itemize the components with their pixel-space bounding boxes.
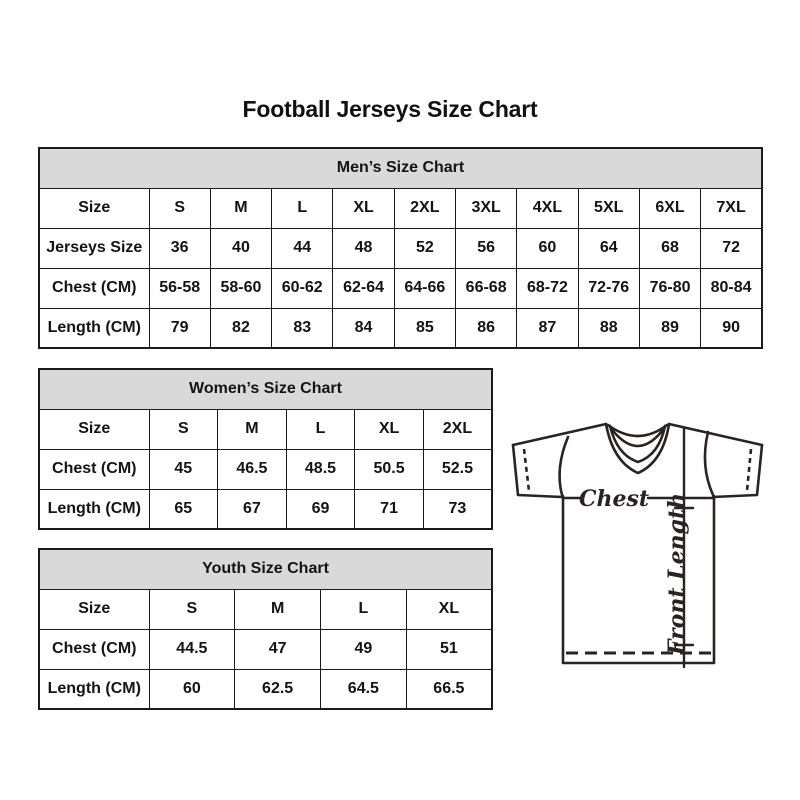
table-row [39,589,492,629]
cell: 64 [578,228,639,268]
cell: 40 [210,228,271,268]
cell: 48 [333,228,394,268]
row-label: Length (CM) [39,669,149,709]
cell: 4XL [517,188,578,228]
cell: 72 [701,228,762,268]
cell: 62.5 [235,669,321,709]
cell: 67 [218,489,287,529]
cell: 52 [394,228,455,268]
table-header-row [39,369,492,409]
cell: 83 [272,308,333,348]
row-label: Chest (CM) [39,629,149,669]
table-row [39,629,492,669]
cell: 36 [149,228,210,268]
row-label: Chest (CM) [39,449,149,489]
jersey-measurement-diagram [500,404,772,680]
cell: 44 [272,228,333,268]
cell: 65 [149,489,218,529]
cell: 66-68 [455,268,516,308]
cell: 62-64 [333,268,394,308]
jersey-left-shoulder [513,424,606,445]
cell: M [218,409,287,449]
cell: 47 [235,629,321,669]
cell: 60 [517,228,578,268]
table-row [39,268,762,308]
women-size-table [38,368,493,530]
table-row [39,449,492,489]
cell: 6XL [639,188,700,228]
jersey-diagram-icon [500,404,772,680]
cell: 60-62 [272,268,333,308]
cell: 44.5 [149,629,235,669]
cell: S [149,589,235,629]
row-label: Jerseys Size [39,228,149,268]
cell: 46.5 [218,449,287,489]
cell: XL [355,409,424,449]
cell: 90 [701,308,762,348]
jersey-right-sleeve [713,445,762,497]
cell: S [149,188,210,228]
cell: 85 [394,308,455,348]
cell: 84 [333,308,394,348]
row-label: Size [39,589,149,629]
cell: 64.5 [321,669,407,709]
cell: 82 [210,308,271,348]
cell: 3XL [455,188,516,228]
cell: M [210,188,271,228]
row-label: Length (CM) [39,308,149,348]
cell: 66.5 [406,669,492,709]
cell: 45 [149,449,218,489]
row-label: Chest (CM) [39,268,149,308]
cell: L [321,589,407,629]
cell: 2XL [394,188,455,228]
table-row [39,669,492,709]
women-table-title: Women’s Size Chart [39,369,492,409]
cell: 80-84 [701,268,762,308]
jersey-right-cuff-dash [747,449,751,491]
cell: 76-80 [639,268,700,308]
table-row [39,308,762,348]
cell: 60 [149,669,235,709]
cell: 88 [578,308,639,348]
row-label: Length (CM) [39,489,149,529]
jersey-body [563,496,714,663]
cell: 72-76 [578,268,639,308]
cell: 69 [286,489,355,529]
cell: 68 [639,228,700,268]
cell: XL [333,188,394,228]
cell: 56 [455,228,516,268]
page-title: Football Jerseys Size Chart [242,96,538,122]
cell: 7XL [701,188,762,228]
table-header-row [39,549,492,589]
cell: L [272,188,333,228]
jersey-left-cuff-dash [524,449,529,491]
row-label: Size [39,188,149,228]
cell: 73 [423,489,492,529]
youth-table-title: Youth Size Chart [39,549,492,589]
cell: 58-60 [210,268,271,308]
front-length-label: Front Length [664,492,690,656]
cell: 79 [149,308,210,348]
cell: 2XL [423,409,492,449]
cell: 5XL [578,188,639,228]
row-label: Size [39,409,149,449]
cell: 68-72 [517,268,578,308]
cell: 48.5 [286,449,355,489]
table-header-row [39,148,762,188]
cell: S [149,409,218,449]
table-row [39,409,492,449]
cell: 56-58 [149,268,210,308]
table-row [39,489,492,529]
table-row [39,228,762,268]
cell: 49 [321,629,407,669]
men-size-table [38,147,763,349]
cell: 51 [406,629,492,669]
cell: L [286,409,355,449]
table-row [39,188,762,228]
cell: 50.5 [355,449,424,489]
jersey-left-sleeve [513,445,562,497]
cell: XL [406,589,492,629]
chest-label: Chest [578,486,650,512]
cell: 86 [455,308,516,348]
jersey-right-armscye [705,432,713,495]
cell: 64-66 [394,268,455,308]
cell: 89 [639,308,700,348]
cell: 87 [517,308,578,348]
cell: 52.5 [423,449,492,489]
cell: 71 [355,489,424,529]
men-table-title: Men’s Size Chart [39,148,762,188]
jersey-left-armscye [560,437,568,495]
youth-size-table [38,548,493,710]
cell: M [235,589,321,629]
